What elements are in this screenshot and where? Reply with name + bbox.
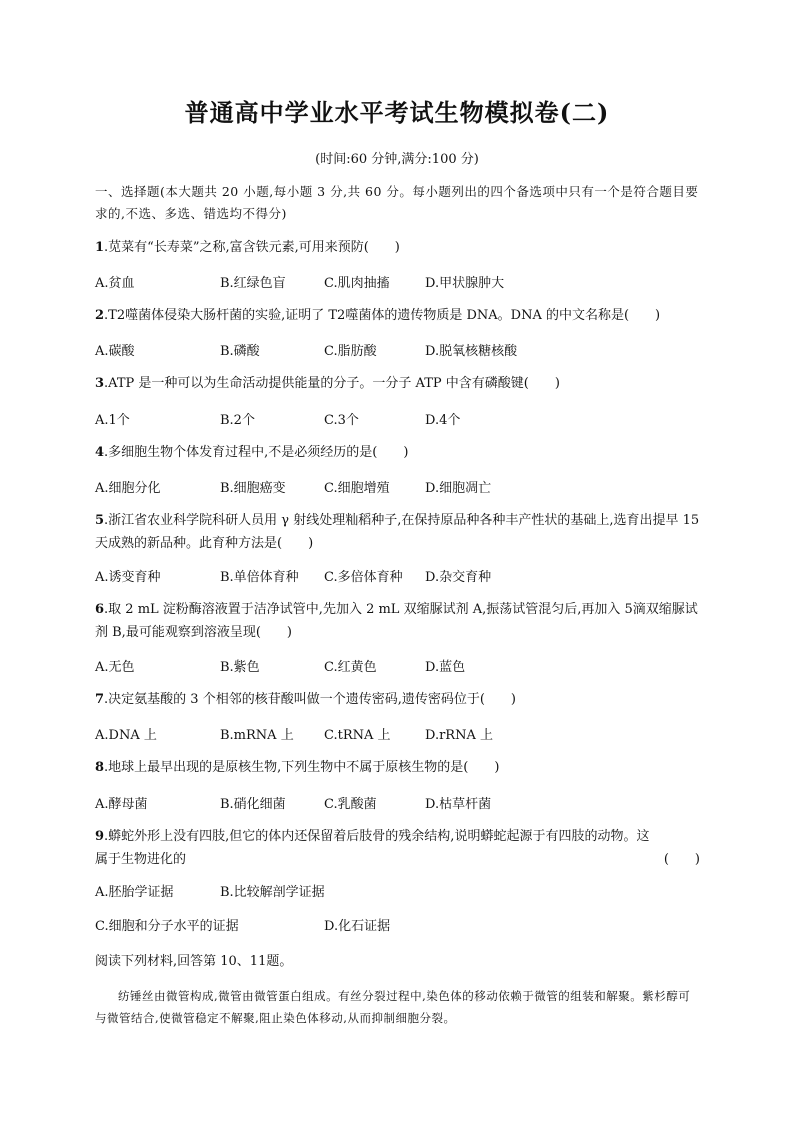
question-2-options <box>95 340 700 360</box>
question-1 <box>95 236 700 259</box>
question-3 <box>95 372 700 395</box>
option-d: D.4个 <box>425 413 461 428</box>
question-number: 8 <box>95 760 105 775</box>
option-a: A.胚胎学证据 <box>95 885 174 900</box>
question-8 <box>95 756 700 779</box>
option-d: D.rRNA 上 <box>425 728 493 743</box>
question-9-options-row1 <box>95 881 700 901</box>
option-b: B.2个 <box>220 413 255 428</box>
exam-time-score: (时间:60 分钟,满分:100 分) <box>315 152 479 167</box>
option-b: B.硝化细菌 <box>220 797 286 812</box>
question-3-options <box>95 409 700 429</box>
option-a: A.酵母菌 <box>95 797 148 812</box>
reading-material: 纺锤丝由微管构成,微管由微管蛋白组成。有丝分裂过程中,染色体的移动依赖于微管的组装和解聚。紫杉醇可与微管结合,使微管稳定不解聚,阻止染色体移动,从而抑制细胞分裂。 <box>95 989 691 1025</box>
question-text: .T2噬菌体侵染大肠杆菌的实验,证明了 T2噬菌体的遗传物质是 DNA。DNA 的中文名称是( ) <box>104 308 661 323</box>
option-b: B.mRNA 上 <box>220 728 294 743</box>
question-text: .苋菜有“长寿菜”之称,富含铁元素,可用来预防( ) <box>104 240 400 255</box>
option-b: B.磷酸 <box>220 344 260 359</box>
question-4-options <box>95 477 700 497</box>
option-c: C.乳酸菌 <box>324 797 377 812</box>
option-c: C.细胞增殖 <box>324 481 390 496</box>
question-text: .地球上最早出现的是原核生物,下列生物中不属于原核生物的是( ) <box>104 760 500 775</box>
question-4 <box>95 441 700 464</box>
option-a: A.诱变育种 <box>95 570 161 585</box>
option-a: A.DNA 上 <box>95 728 157 743</box>
question-number: 4 <box>95 445 105 460</box>
option-d: D.脱氧核糖核酸 <box>425 344 518 359</box>
option-c: C.肌肉抽搐 <box>324 276 390 291</box>
option-c: C.脂肪酸 <box>324 344 377 359</box>
option-d: D.细胞凋亡 <box>425 481 492 496</box>
option-b: B.紫色 <box>220 660 260 675</box>
question-1-options <box>95 272 700 292</box>
reading-instruction: 阅读下列材料,回答第 10、11题。 <box>95 954 293 969</box>
question-number: 9 <box>95 829 105 844</box>
option-b: B.细胞癌变 <box>220 481 286 496</box>
option-c: C.红黄色 <box>324 660 377 675</box>
answer-paren: ( ) <box>663 852 700 867</box>
option-a: A.碳酸 <box>95 344 135 359</box>
question-6-options <box>95 656 700 676</box>
option-b: B.单倍体育种 <box>220 570 299 585</box>
option-d: D.枯草杆菌 <box>425 797 492 812</box>
question-text: .取 2 mL 淀粉酶溶液置于洁净试管中,先加入 2 mL 双缩脲试剂 A,振荡试管混匀后,再加入 5滴双缩脲试剂 B,最可能观察到溶液呈现( ) <box>95 602 698 640</box>
option-a: A.细胞分化 <box>95 481 161 496</box>
question-5-options <box>95 566 700 586</box>
question-7-options <box>95 724 700 744</box>
question-6 <box>95 598 700 644</box>
question-9-answer-blank <box>95 848 700 871</box>
question-number: 3 <box>95 376 105 391</box>
option-b: B.比较解剖学证据 <box>220 885 325 900</box>
option-b: B.红绿色盲 <box>220 276 286 291</box>
option-a: A.无色 <box>95 660 135 675</box>
option-c: C.多倍体育种 <box>324 570 403 585</box>
question-2 <box>95 304 700 327</box>
question-text: .多细胞生物个体发育过程中,不是必须经历的是( ) <box>104 445 409 460</box>
question-9-options-row2 <box>95 915 700 935</box>
question-number: 6 <box>95 602 105 617</box>
option-a: A.1个 <box>95 413 130 428</box>
question-7 <box>95 688 700 711</box>
question-number: 1 <box>95 240 105 255</box>
question-text: .蟒蛇外形上没有四肢,但它的体内还保留着后肢骨的残余结构,说明蟒蛇起源于有四肢的动物。这属于生物进化的 <box>95 829 650 867</box>
option-d: D.甲状腺肿大 <box>425 276 505 291</box>
option-c: C.3个 <box>324 413 359 428</box>
option-c: C.tRNA 上 <box>324 728 391 743</box>
option-a: A.贫血 <box>95 276 135 291</box>
question-number: 7 <box>95 692 105 707</box>
section-instructions: 一、选择题(本大题共 20 小题,每小题 3 分,共 60 分。每小题列出的四个备选项中只有一个是符合题目要求的,不选、多选、错选均不得分) <box>95 184 699 221</box>
question-5 <box>95 509 700 555</box>
question-text: .ATP 是一种可以为生命活动提供能量的分子。一分子 ATP 中含有磷酸键( ) <box>104 376 560 391</box>
question-text: .决定氨基酸的 3 个相邻的核苷酸叫做一个遗传密码,遗传密码位于( ) <box>104 692 516 707</box>
option-d: D.杂交育种 <box>425 570 492 585</box>
option-c: C.细胞和分子水平的证据 <box>95 919 239 934</box>
question-text: .浙江省农业科学院科研人员用 γ 射线处理籼稻种子,在保持原品种各种丰产性状的基础上,选育出提早 15天成熟的新品种。此育种方法是( ) <box>95 513 700 551</box>
question-number: 2 <box>95 308 105 323</box>
option-d: D.化石证据 <box>324 919 391 934</box>
question-8-options <box>95 793 700 813</box>
option-d: D.蓝色 <box>425 660 466 675</box>
question-number: 5 <box>95 513 105 528</box>
page-title: 普通高中学业水平考试生物模拟卷(二) <box>184 98 610 127</box>
